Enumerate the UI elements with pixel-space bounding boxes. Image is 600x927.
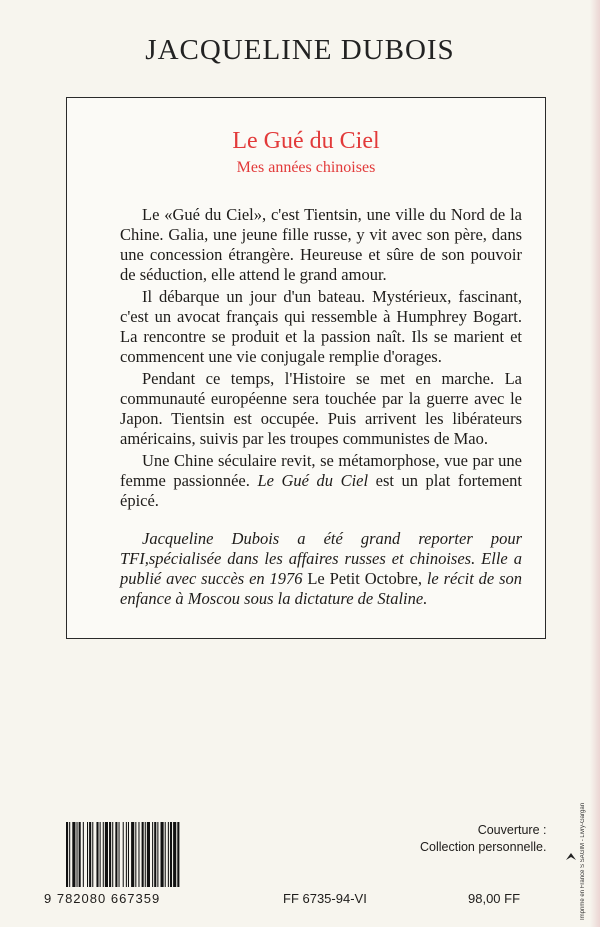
barcode-bar bbox=[72, 822, 75, 887]
author-bio bbox=[120, 529, 522, 609]
paragraph-text: Une Chine séculaire revit, se métamorphose, vue par une femme passionnée. bbox=[120, 451, 522, 490]
cover-credit-label: Couverture : bbox=[477, 823, 547, 837]
barcode-bar bbox=[135, 822, 136, 887]
bio-text: Jacqueline Dubois a été grand reporter pour TFI,spécialisée dans les affaires russes et chinoises. Elle a publié avec succès en 1976 bbox=[120, 529, 522, 588]
paragraph-text: est un plat fortement épicé. bbox=[120, 471, 522, 510]
barcode-bar bbox=[145, 822, 146, 887]
barcode-bar bbox=[138, 822, 139, 887]
barcode-bar bbox=[105, 822, 108, 887]
summary-paragraph bbox=[120, 205, 522, 285]
barcode-bar bbox=[147, 822, 150, 887]
book-title: Le Gué du Ciel bbox=[232, 128, 380, 154]
barcode-bar bbox=[109, 822, 111, 887]
barcode-bar bbox=[131, 822, 134, 887]
barcode-bar bbox=[152, 822, 153, 887]
barcode-bar bbox=[103, 822, 104, 887]
barcode-bar bbox=[173, 822, 176, 887]
barcode-number: 9 782080 667359 bbox=[44, 891, 161, 906]
summary-paragraph bbox=[120, 287, 522, 367]
summary-paragraph bbox=[120, 369, 522, 449]
barcode-bar bbox=[157, 822, 158, 887]
barcode-bar bbox=[69, 822, 70, 887]
barcode-bar bbox=[177, 822, 179, 887]
printer-info: Imprimé en France S SAGIM - Livry-Gargan bbox=[580, 802, 586, 920]
barcode-bar bbox=[112, 822, 113, 887]
barcode-bar bbox=[89, 822, 91, 887]
barcode-bar bbox=[87, 822, 88, 887]
book-title-inline: Le Gué du Ciel bbox=[257, 471, 369, 490]
summary-frame bbox=[66, 97, 546, 639]
page-edge bbox=[590, 0, 600, 927]
summary-paragraph bbox=[120, 451, 522, 511]
barcode-bar bbox=[126, 822, 127, 887]
product-code: FF 6735-94-VI bbox=[283, 891, 367, 906]
price: 98,00 FF bbox=[468, 891, 521, 906]
paragraph-text: Il débarque un jour d'un bateau. Mystérieux, fascinant, c'est un avocat français qui ressemble à Humphrey Bogart. La rencontre se produit et la passion naît. Ils se marient et commencent une vie conjugale remplie d'orages. bbox=[120, 287, 522, 366]
barcode bbox=[66, 822, 234, 887]
barcode-bar bbox=[83, 822, 84, 887]
barcode-bar bbox=[142, 822, 144, 887]
barcode-bar bbox=[154, 822, 156, 887]
barcode-bar bbox=[170, 822, 172, 887]
bio-book-title: Le Petit Octobre, bbox=[307, 569, 422, 588]
barcode-bar bbox=[66, 822, 68, 887]
barcode-bar bbox=[119, 822, 120, 887]
cover-credit-value: Collection personnelle. bbox=[420, 840, 547, 854]
barcode-bar bbox=[96, 822, 98, 887]
cover-credit bbox=[420, 822, 546, 856]
barcode-bar bbox=[165, 822, 166, 887]
printer-logo-icon bbox=[565, 852, 577, 862]
barcode-bar bbox=[92, 822, 93, 887]
book-subtitle: Mes années chinoises bbox=[236, 159, 376, 176]
barcode-bar bbox=[100, 822, 101, 887]
barcode-bar bbox=[77, 822, 78, 887]
author-name: JACQUELINE DUBOIS bbox=[145, 34, 455, 66]
barcode-bar bbox=[128, 822, 129, 887]
barcode-bar bbox=[123, 822, 124, 887]
barcode-bar bbox=[79, 822, 81, 887]
barcode-bar bbox=[161, 822, 164, 887]
barcode-bar bbox=[168, 822, 169, 887]
paragraph-text: Le «Gué du Ciel», c'est Tientsin, une ville du Nord de la Chine. Galia, une jeune fille russe, y vit avec son père, dans une concession étrangère. Heureuse et sûre de son pouvoir de séduction, elle attend le grand amour. bbox=[120, 205, 522, 284]
paragraph-text: Pendant ce temps, l'Histoire se met en marche. La communauté européenne sera touchée par la guerre avec le Japon. Tientsin est occupée. Puis arrivent les libérateurs américains, suivis par les troupes communistes de Mao. bbox=[120, 369, 522, 448]
bio-text: le récit de son enfance à Moscou sous la dictature de Staline. bbox=[120, 569, 522, 608]
barcode-bar bbox=[115, 822, 117, 887]
